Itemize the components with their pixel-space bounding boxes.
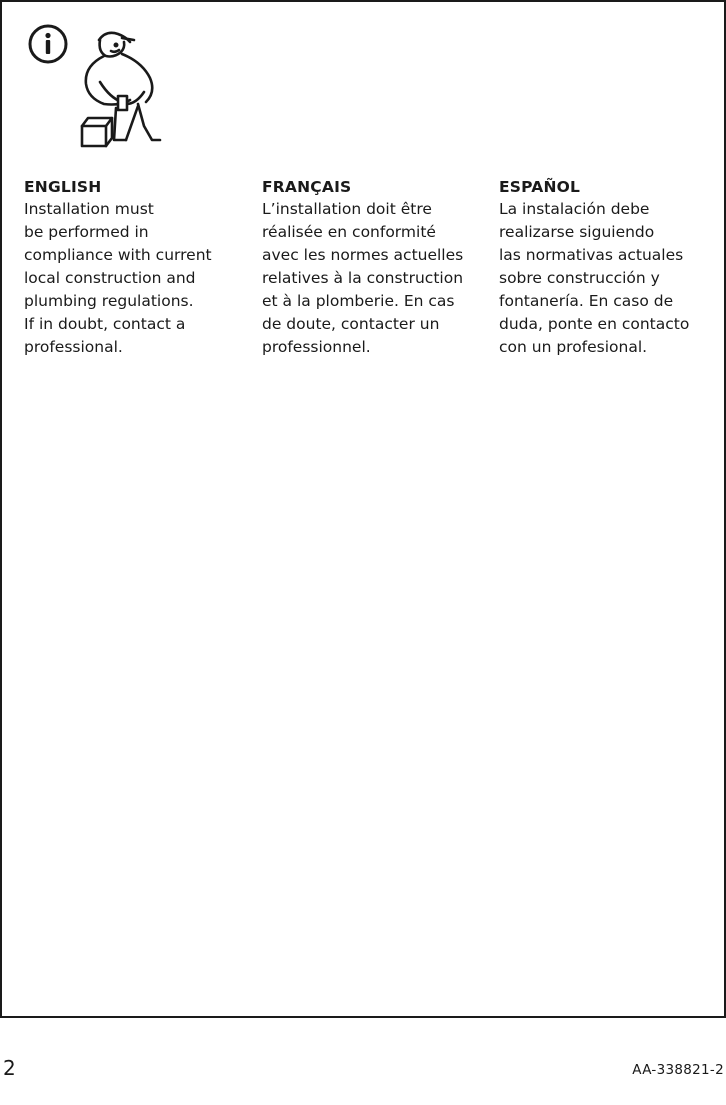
section-heading: ESPAÑOL <box>499 178 581 196</box>
info-icon <box>30 26 66 62</box>
section-text: L’installation doit être réalisée en conformité avec les normes actuelles relatives à la construction et à la plomberie. En cas de doute, contacter un professionnel. <box>262 200 464 356</box>
section-text: Installation must be performed in compliance with current local construction and plumbing regulations. If in doubt, contact a professional. <box>24 200 212 356</box>
section-spanish <box>499 176 717 359</box>
section-english <box>24 176 242 359</box>
section-heading: ENGLISH <box>24 178 102 196</box>
section-french <box>262 176 480 359</box>
page-number: 2 <box>3 1056 16 1080</box>
document-id: AA-338821-2 <box>632 1062 724 1078</box>
worker-icon <box>82 33 160 146</box>
info-illustration <box>26 22 176 152</box>
section-heading: FRANÇAIS <box>262 178 352 196</box>
section-text: La instalación debe realizarse siguiendo las normativas actuales sobre construcción y fontanería. En caso de duda, ponte en contacto con un profesional. <box>499 200 690 356</box>
